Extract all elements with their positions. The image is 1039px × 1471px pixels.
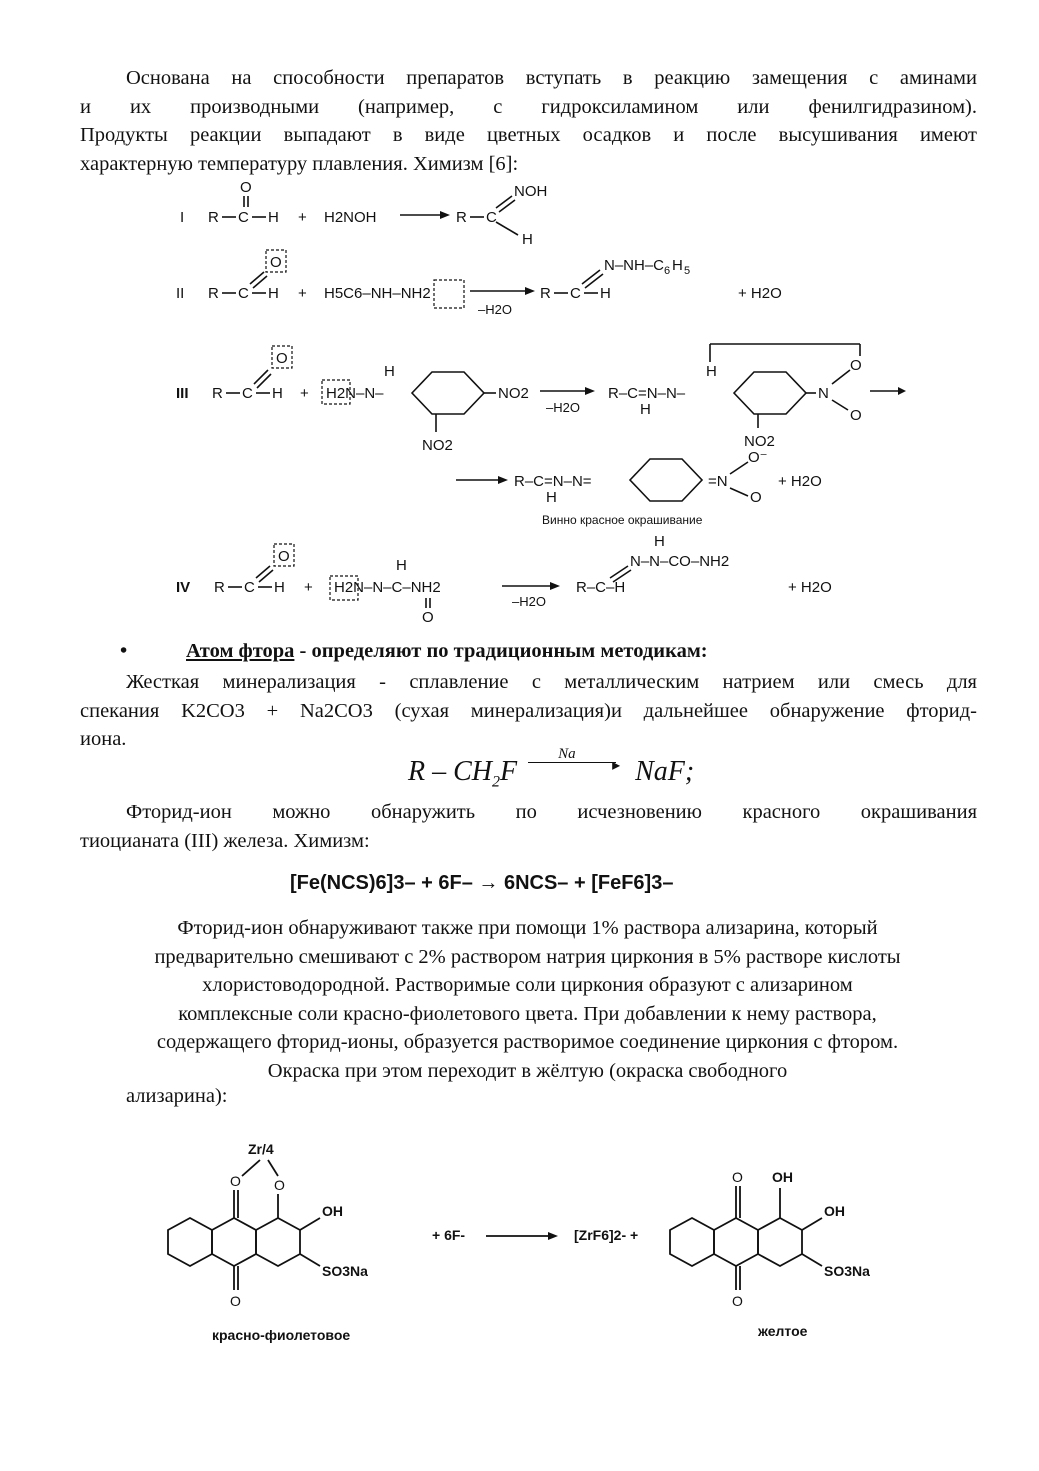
svg-text:O: O [274, 1177, 285, 1193]
svg-text:O⁻: O⁻ [748, 449, 768, 466]
svg-text:H: H [272, 385, 283, 402]
svg-text:H: H [396, 557, 407, 574]
alizarin-complex-structure [168, 1141, 368, 1343]
reagent-phenylhydrazine: H5C6–NH–NH2 [324, 285, 431, 302]
svg-text:H2N–N–C–NH2: H2N–N–C–NH2 [334, 579, 441, 596]
alizarin-line: ализарина): [126, 1085, 228, 1107]
svg-text:H: H [640, 401, 651, 418]
alizarin-line: Окраска при этом переходит в жёлтую (окраска свободного [267, 1059, 788, 1082]
plus-water: + H2O [738, 285, 782, 302]
alizarin-line: комплексные соли красно-фиолетового цвета. При добавлении к нему раствора, [178, 1002, 877, 1025]
fluorine-title-rest: - определяют по традиционным методикам: [294, 640, 708, 662]
zr-label: Zr/4 [248, 1141, 274, 1157]
svg-text:R: R [540, 285, 551, 302]
alizarin-scheme [0, 1130, 1039, 1360]
svg-text:O: O [732, 1293, 743, 1309]
svg-text:OH: OH [322, 1203, 343, 1219]
svg-text:O: O [230, 1293, 241, 1309]
alizarin-free-structure [670, 1169, 870, 1339]
svg-text:SO3Na: SO3Na [824, 1263, 870, 1279]
reaction-2 [176, 250, 782, 317]
reaction-label: I [180, 209, 185, 226]
minus-water: –H2O [512, 594, 546, 609]
left-caption: красно-фиолетовое [212, 1327, 351, 1343]
svg-text:H: H [384, 363, 395, 380]
svg-text:H: H [672, 257, 683, 274]
svg-text:H: H [268, 209, 279, 226]
right-caption: желтое [758, 1323, 808, 1339]
svg-text:H: H [654, 533, 665, 550]
svg-text:H: H [268, 285, 279, 302]
alizarin-line: Фторид-ион обнаруживают также при помощи 1% раствора ализарина, который [177, 917, 878, 939]
svg-text:N–NH–C: N–NH–C [604, 257, 665, 274]
svg-text:+: + [300, 385, 309, 402]
svg-text:C: C [238, 285, 249, 302]
svg-text:C: C [570, 285, 581, 302]
svg-text:O: O [750, 489, 762, 506]
minus-water: –H2O [478, 302, 512, 317]
iron-thiocyanate-equation: [Fe(NCS)6]3– + 6F– → 6NCS– + [FeF6]3– [290, 872, 674, 894]
alizarin-line: предварительно смешивают с 2% раствором натрия циркония в 5% растворе кислоты [154, 945, 901, 968]
svg-text:H: H [546, 489, 557, 506]
svg-text:5: 5 [684, 265, 691, 277]
intro-line: Основана на способности препаратов вступать в реакцию замещения с аминами [126, 67, 977, 89]
reaction-caption: Винно красное окрашивание [542, 513, 703, 527]
svg-text:O: O [276, 350, 288, 367]
svg-text:=N: =N [708, 473, 728, 490]
svg-text:O: O [230, 1173, 241, 1189]
svg-text:C: C [238, 209, 249, 226]
svg-text:+: + [298, 285, 307, 302]
svg-text:R: R [214, 579, 225, 596]
zirconium-product: [ZrF6]2- + [574, 1227, 639, 1243]
svg-text:N: N [818, 385, 829, 402]
intro-line: и их производными (например, с гидроксиламином или фенилгидразином). [80, 95, 977, 118]
svg-text:R–C=N–N=: R–C=N–N= [514, 473, 592, 490]
detection-line: тиоцианата (III) железа. Химизм: [80, 829, 370, 852]
svg-text:O: O [850, 407, 862, 424]
svg-text:R–C=N–N–: R–C=N–N– [608, 385, 686, 402]
svg-text:C: C [486, 209, 497, 226]
plus-water: + H2O [788, 579, 832, 596]
mineralization-line: иона. [80, 728, 127, 750]
svg-text:+: + [304, 579, 313, 596]
svg-text:C: C [244, 579, 255, 596]
svg-text:SO3Na: SO3Na [322, 1263, 368, 1279]
reaction-1 [180, 179, 547, 248]
reagent-hydroxylamine: H2NOH [324, 209, 377, 226]
svg-text:6: 6 [664, 265, 671, 277]
svg-text:OH: OH [824, 1203, 845, 1219]
reaction-label: IV [176, 579, 191, 596]
equation-sub: 2 [492, 773, 500, 791]
svg-text:O: O [422, 609, 434, 626]
svg-text:H: H [600, 285, 611, 302]
fluoride-reagent: + 6F- [432, 1227, 466, 1243]
equation-mid: F [500, 756, 518, 787]
svg-text:O: O [240, 179, 252, 196]
intro-line: Продукты реакции выпадают в виде цветных осадков и после высушивания имеют [80, 124, 977, 146]
alizarin-line: хлористоводородной. Растворимые соли циркония образуют с ализарином [202, 974, 853, 996]
svg-text:H: H [274, 579, 285, 596]
equation-catalyst: Na [558, 746, 576, 762]
intro-line: характерную температуру плавления. Химизм [6]: [80, 152, 519, 175]
svg-text:N–N–CO–NH2: N–N–CO–NH2 [630, 553, 730, 570]
svg-text:C: C [242, 385, 253, 402]
mineralization-line: Жесткая минерализация - сплавление с металлическим натрием или смесь для [126, 671, 977, 693]
svg-text:+: + [298, 209, 307, 226]
equation-right: NaF; [635, 756, 695, 787]
svg-text:H2N–N–: H2N–N– [326, 385, 384, 402]
svg-text:NO2: NO2 [498, 385, 529, 402]
reaction-label: II [176, 285, 185, 302]
mineralization-paragraph [80, 668, 977, 754]
svg-text:O: O [732, 1169, 743, 1185]
svg-text:NOH: NOH [514, 183, 548, 200]
reaction-scheme [0, 0, 1039, 640]
svg-text:O: O [270, 254, 282, 271]
svg-text:R–C–H: R–C–H [576, 579, 626, 596]
fluorine-title: Атом фтора [186, 640, 295, 662]
svg-text:R: R [208, 285, 219, 302]
bullet: • [120, 640, 128, 662]
svg-text:O: O [850, 357, 862, 374]
reaction-label: III [176, 385, 189, 402]
minus-water: –H2O [546, 400, 580, 415]
svg-text:R: R [456, 209, 467, 226]
svg-text:R: R [208, 209, 219, 226]
alizarin-paragraph [70, 914, 985, 1085]
mineralization-equation: R – $CH_2F$ Na ▸ NaF; [408, 746, 695, 791]
svg-text:O: O [278, 548, 290, 565]
svg-text:NO2: NO2 [422, 437, 453, 454]
svg-text:+ H2O: + H2O [778, 473, 822, 490]
detection-paragraph [80, 798, 977, 855]
svg-text:OH: OH [772, 1169, 793, 1185]
svg-text:H: H [706, 363, 717, 380]
svg-text:NO2: NO2 [744, 433, 775, 450]
detection-line: Фторид-ион можно обнаружить по исчезновению красного окрашивания [126, 801, 977, 823]
reaction-3 [176, 344, 906, 527]
reaction-4 [176, 533, 832, 626]
equation-left: R – CH [408, 756, 492, 787]
mineralization-line: спекания K2CO3 + Na2CO3 (сухая минерализация)и дальнейшее обнаружение фторид- [80, 699, 977, 722]
alizarin-line: содержащего фторид-ионы, образуется растворимое соединение циркония с фтором. [156, 1031, 899, 1053]
svg-text:R: R [212, 385, 223, 402]
svg-text:H: H [522, 231, 533, 248]
